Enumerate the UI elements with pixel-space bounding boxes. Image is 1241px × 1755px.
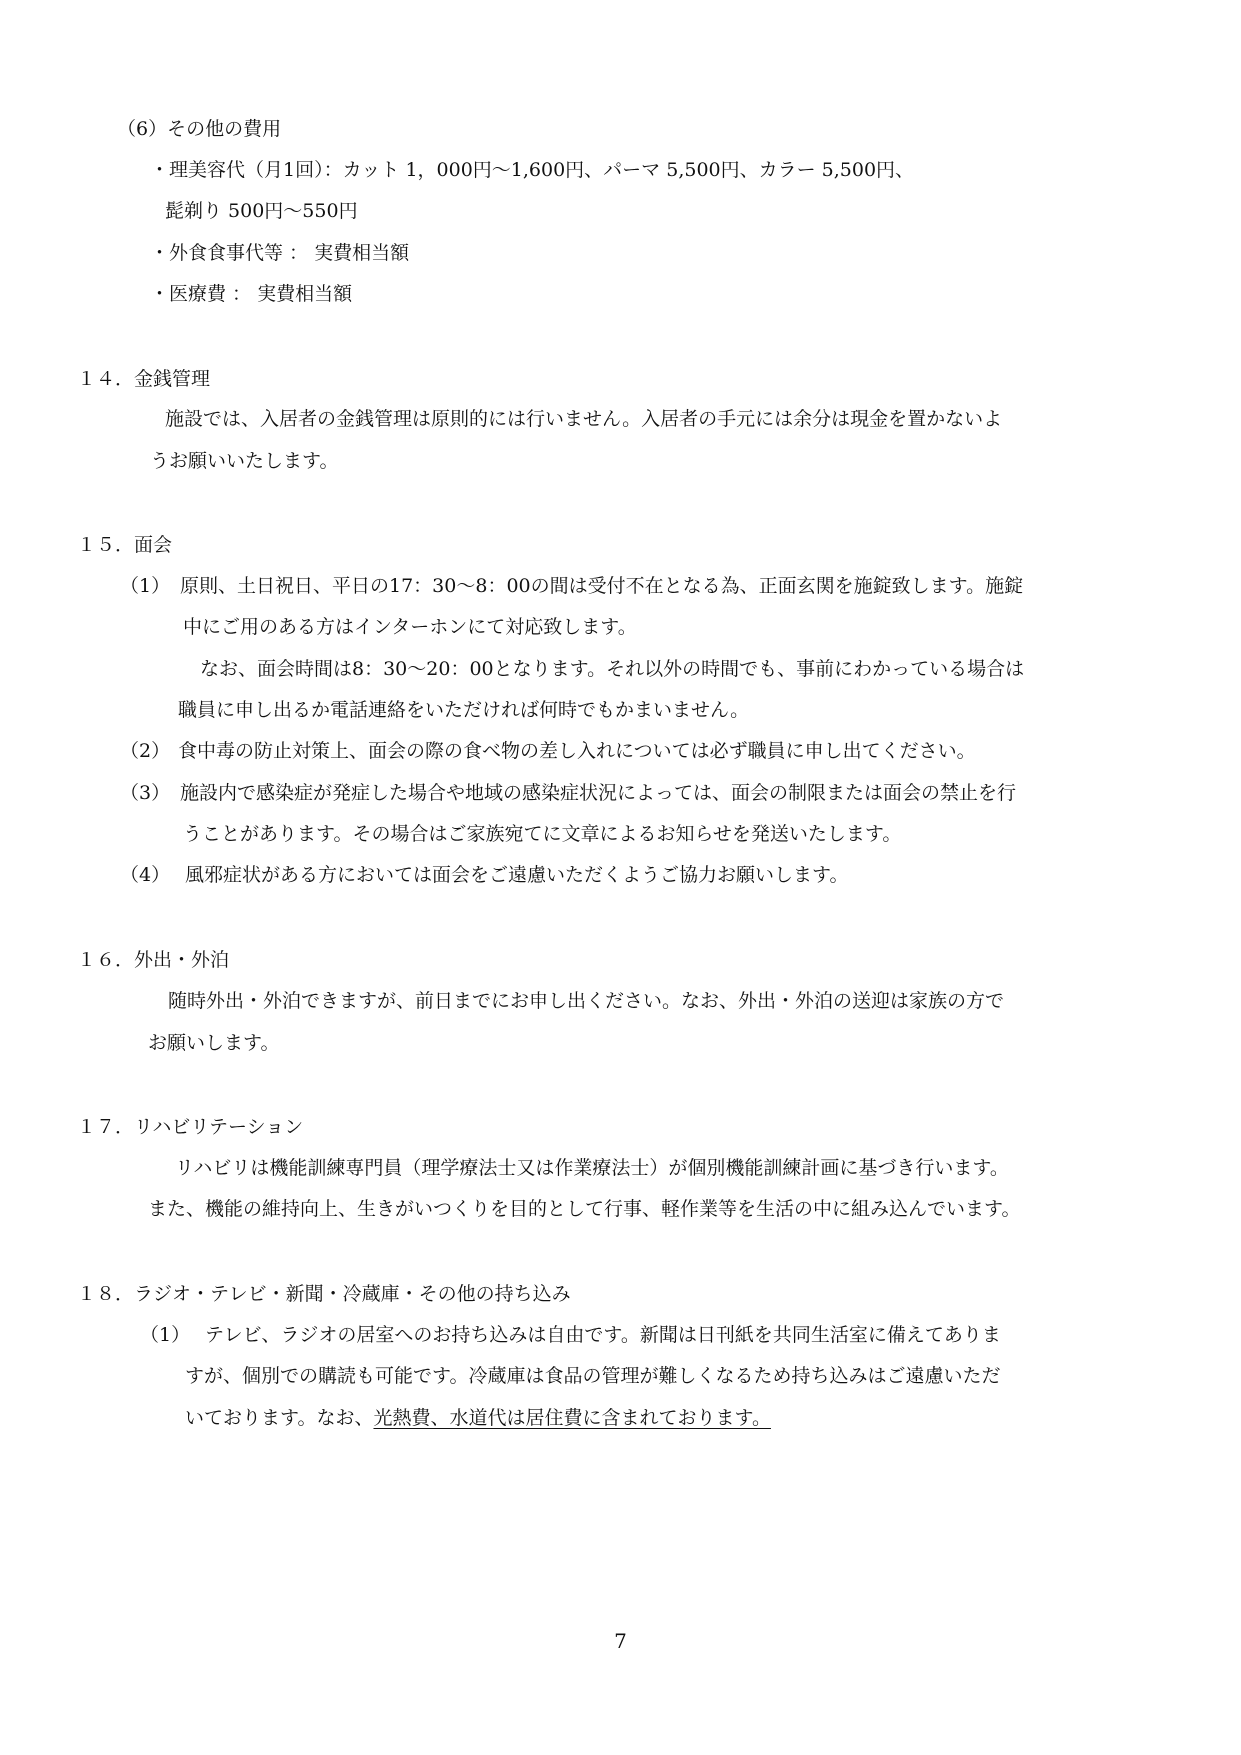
item-number: （1） [120, 575, 171, 597]
section-16-body-line-1: 随時外出・外泊できますが、前日までにお申し出ください。なお、外出・外泊の送迎は家族の方で [168, 990, 1005, 1012]
section-14-body-line-1: 施設では、入居者の金銭管理は原則的には行いません。入居者の手元には余分は現金を置かないよ [165, 408, 1003, 430]
item-number: （3） [120, 782, 171, 804]
barber-fee-line-2: 髭剃り 500円～550円 [165, 200, 358, 222]
section-15-item-3-line-2: うことがあります。その場合はご家族宛てに文章によるお知らせを発送いたします。 [183, 823, 902, 845]
section-15-item-1-line-4: 職員に申し出るか電話連絡をいただければ何時でもかまいません。 [178, 699, 750, 721]
section-18-item-1-line-1: テレビ、ラジオの居室へのお持ち込みは自由です。新聞は日刊紙を共同生活室に備えてありま [205, 1324, 1001, 1346]
section-15-item-1-line-2: 中にご用のある方はインターホンにて対応致します。 [183, 616, 637, 638]
section-16-body-line-2: お願いします。 [148, 1032, 280, 1054]
utilities-included-note: 光熱費、水道代は居住費に含まれております。 [373, 1407, 771, 1429]
section-15-item-4-line-1: 風邪症状がある方においては面会をご遠慮いただくようご協力お願いします。 [185, 864, 849, 886]
medical-fee-line: ・医療費 ： 実費相当額 [150, 283, 353, 305]
section-heading-14: １４．金銭管理 [77, 368, 211, 390]
item-number: （2） [120, 740, 171, 762]
section-heading-17: １７．リハビリテーション [77, 1116, 304, 1138]
section-17-body-line-2: また、機能の維持向上、生きがいつくりを目的として行事、軽作業等を生活の中に組み込んでいます。 [148, 1198, 1021, 1220]
item-number: （1） [140, 1324, 191, 1346]
section-14-body-line-2: うお願いいたします。 [150, 450, 339, 472]
section-15-item-1-line-3: なお、面会時間は8：30～20：00となります。それ以外の時間でも、事前にわかっている場合は [200, 658, 1025, 680]
section-heading-18: １８．ラジオ・テレビ・新聞・冷蔵庫・その他の持ち込み [77, 1283, 571, 1305]
subsection-heading-other-costs: （6）その他の費用 [117, 118, 282, 140]
section-17-body-line-1: リハビリは機能訓練専門員（理学療法士又は作業療法士）が個別機能訓練計画に基づき行います。 [175, 1157, 1009, 1179]
page-number: 7 [614, 1629, 627, 1653]
section-15-item-3-line-1: 施設内で感染症が発症した場合や地域の感染症状況によっては、面会の制限または面会の禁止を行 [180, 782, 1017, 804]
section-15-item-2-line-1: 食中毒の防止対策上、面会の際の食べ物の差し入れについては必ず職員に申し出てください。 [178, 740, 976, 762]
section-18-item-1-line-2: すが、個別での購読も可能です。冷蔵庫は食品の管理が難しくなるため持ち込みはご遠慮いただ [185, 1365, 1001, 1387]
section-15-item-1-line-1: 原則、土日祝日、平日の17：30～8：00の間は受付不在となる為、正面玄関を施錠致します。施錠 [180, 575, 1024, 597]
section-heading-16: １６．外出・外泊 [77, 949, 230, 971]
section-heading-15: １５．面会 [77, 534, 173, 556]
section-18-item-1-line-3-text: いております。なお、 [185, 1407, 374, 1429]
barber-fee-line-1: ・理美容代（月1回）：カット 1，000円～1,600円、パーマ 5,500円、カラー 5,500円、 [150, 159, 915, 181]
section-18-item-1-line-3 [185, 1405, 771, 1431]
meal-fee-line: ・外食食事代等 ： 実費相当額 [150, 242, 410, 264]
item-number: （4） [120, 864, 171, 886]
